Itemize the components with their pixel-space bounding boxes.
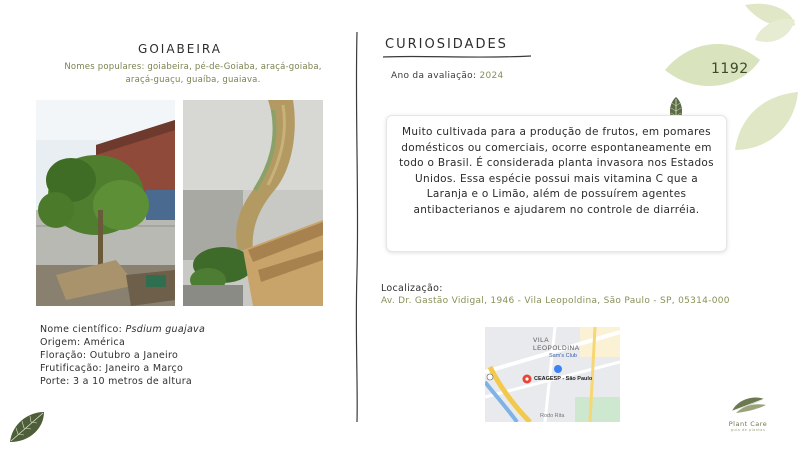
title-underline [383,54,533,60]
origin-row: Origem: América [40,337,126,348]
map-poi-label: CEAGESP - São Paulo [534,376,593,382]
plant-photo [36,100,175,306]
leaf-icon [6,408,48,446]
location-map[interactable] [485,327,620,422]
logo-name: Plant Care [728,420,768,428]
plant-facts [40,323,205,388]
section-title: CURIOSIDADES [385,37,508,52]
scientific-name-row [40,323,205,336]
year-label: Ano da avaliação: [391,71,480,81]
flowering-row: Floração: Outubro a Janeiro [40,350,179,361]
size-row: Porte: 3 a 10 metros de altura [40,376,193,387]
map-bottom-label: Rodo Rita [540,413,565,419]
column-divider [352,32,362,422]
location-label: Localização: [381,283,443,294]
year-value: 2024 [479,71,504,81]
scientific-name-value: Psdium guajava [125,324,206,335]
plant-photo [183,100,323,306]
fruiting-row: Frutificação: Janeiro a Março [40,363,184,374]
curiosities-card: Muito cultivada para a produção de frutos, em pomares domésticos ou comerciais, ocorre espontaneamente em todo o Brasil. É considerada planta invasora nos Estados Unidos. Essa espécie possui mais vitamina C que a Laranja e o Limão, além de possuírem agentes antibacterianos e ajudarem no controle de diarréia. [386,115,727,252]
map-district-label: VILA LEOPOLDINA [533,337,580,352]
scientific-name-label: Nome científico: [40,324,126,335]
popular-names: Nomes populares: goiabeira, pé-de-Goiaba, araçá-goiaba, araçá-guaçu, guaíba, guaiava. [64,62,322,85]
logo-icon [728,393,768,415]
plant-name: GOIABEIRA [138,42,222,56]
map-store-label: Sam's Club [549,353,577,359]
location-address[interactable]: Av. Dr. Gastão Vidigal, 1946 - Vila Leopoldina, São Paulo - SP, 05314-000 [381,296,730,306]
record-number: 1192 [711,61,749,77]
evaluation-year [391,71,504,81]
logo-tagline: guia de plantas [730,428,766,432]
brand-logo [719,393,777,432]
